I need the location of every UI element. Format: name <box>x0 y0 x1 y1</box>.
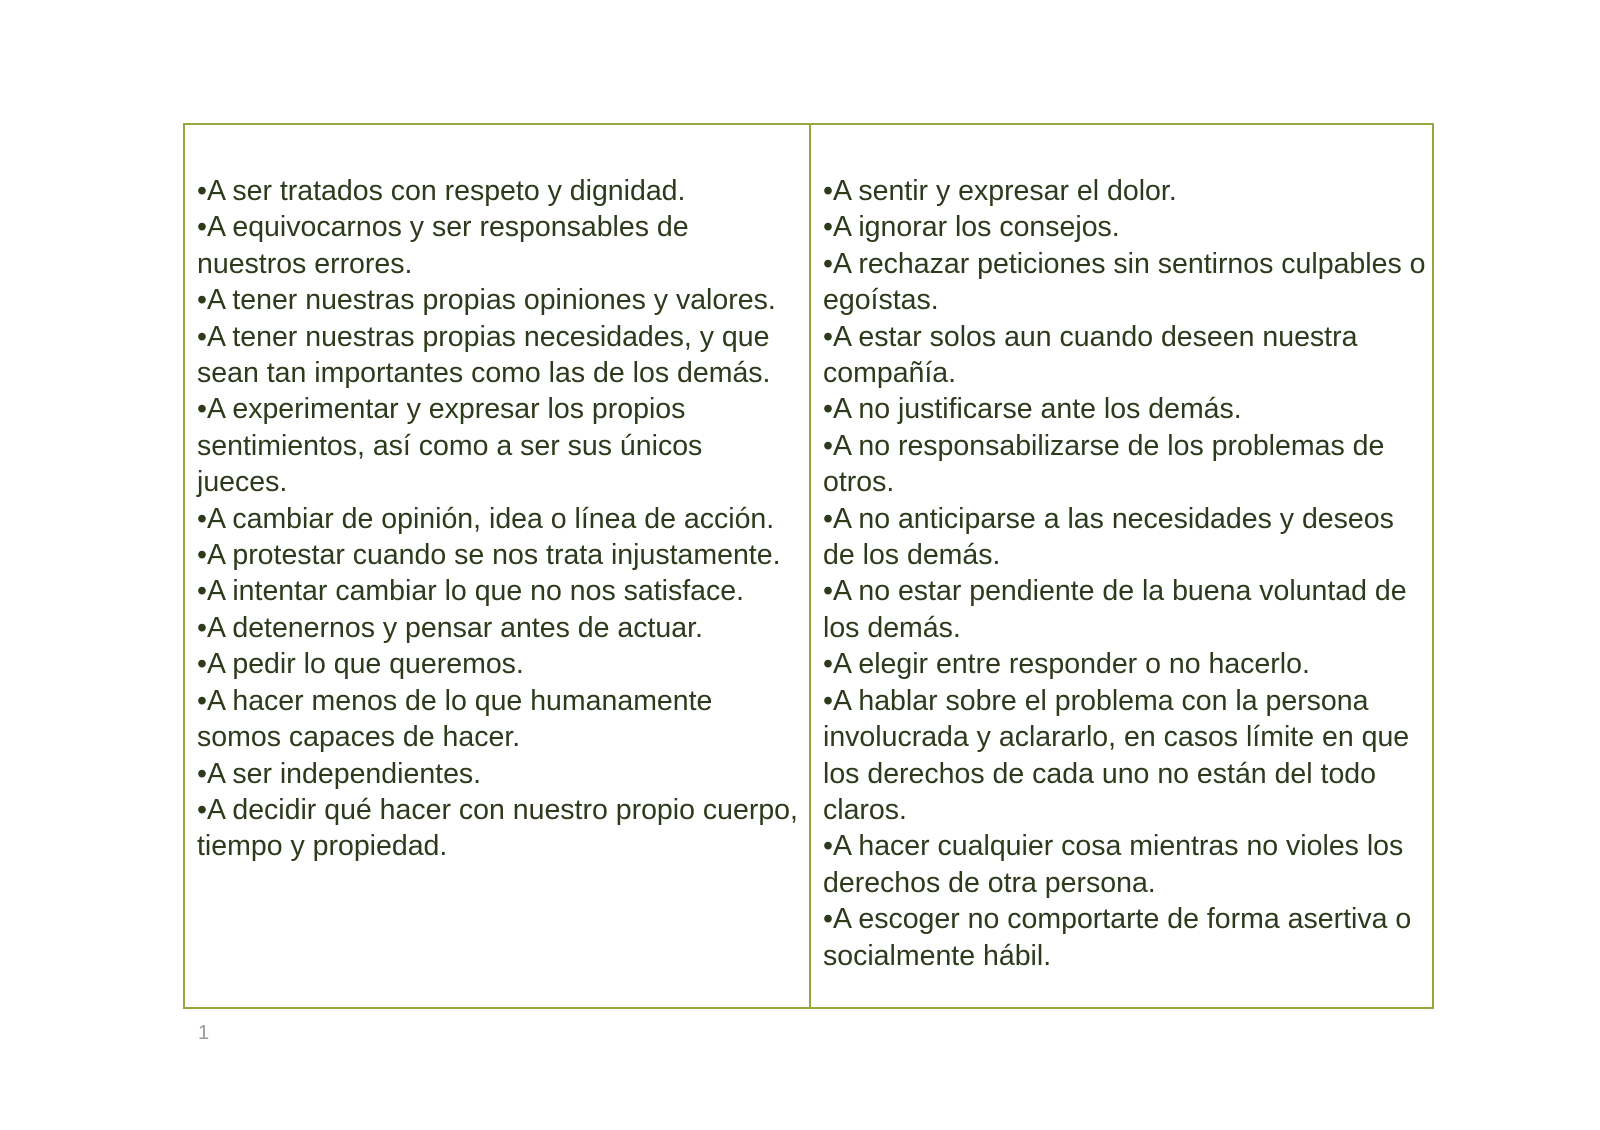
bullet-icon: • <box>823 175 833 207</box>
bullet-icon: • <box>823 320 833 353</box>
bullet-icon: • <box>197 757 207 790</box>
bullet-icon: • <box>823 575 833 608</box>
bullet-icon: • <box>823 247 833 280</box>
bullet-icon: • <box>197 648 207 681</box>
left-column <box>185 125 811 1007</box>
list-item: •A no estar pendiente de la buena voluntad de los demás. <box>823 575 1407 644</box>
bullet-icon: • <box>197 320 207 353</box>
bullet-icon: • <box>197 393 207 426</box>
bullet-icon: • <box>197 211 207 244</box>
list-item: •A escoger no comportarte de forma asertiva o socialmente hábil. <box>823 903 1412 972</box>
bullet-icon: • <box>823 684 833 717</box>
bullet-icon: • <box>197 502 207 535</box>
list-item: •A ignorar los consejos. <box>823 211 1120 244</box>
bullet-icon: • <box>823 648 833 681</box>
bullet-icon: • <box>197 611 207 644</box>
page-number: 1 <box>198 1022 210 1044</box>
list-item: •A equivocarnos y ser responsables de nuestros errores. <box>197 211 689 280</box>
list-item: •A no responsabilizarse de los problemas de otros. <box>823 429 1385 499</box>
rights-table <box>183 123 1434 1009</box>
list-item: •A pedir lo que queremos. <box>197 648 524 681</box>
list-item: •A decidir qué hacer con nuestro propio cuerpo, tiempo y propiedad. <box>197 793 798 863</box>
list-item: •A hacer cualquier cosa mientras no violes los derechos de otra persona. <box>823 830 1404 899</box>
list-item: •A estar solos aun cuando deseen nuestra compañía. <box>823 320 1358 390</box>
list-item: •A ser independientes. <box>197 757 482 790</box>
bullet-icon: • <box>197 793 207 826</box>
right-column <box>811 125 1432 1007</box>
bullet-icon: • <box>823 211 833 244</box>
bullet-icon: • <box>197 175 207 207</box>
right-rights-list <box>823 173 1426 974</box>
list-item: •A rechazar peticiones sin sentirnos culpables o egoístas. <box>823 247 1426 317</box>
bullet-icon: • <box>823 830 833 863</box>
list-item: •A ser tratados con respeto y dignidad. <box>197 175 686 207</box>
bullet-icon: • <box>823 903 833 936</box>
left-rights-list <box>197 173 799 865</box>
list-item: •A tener nuestras propias necesidades, y que sean tan importantes como las de los demás. <box>197 320 771 390</box>
bullet-icon: • <box>197 575 207 608</box>
bullet-icon: • <box>823 502 833 535</box>
list-item: •A tener nuestras propias opiniones y valores. <box>197 284 776 317</box>
bullet-icon: • <box>197 284 207 317</box>
bullet-icon: • <box>823 393 833 426</box>
list-item: •A intentar cambiar lo que no nos satisface. <box>197 575 745 608</box>
list-item: •A no justificarse ante los demás. <box>823 393 1242 426</box>
list-item: •A elegir entre responder o no hacerlo. <box>823 648 1310 681</box>
list-item: •A no anticiparse a las necesidades y deseos de los demás. <box>823 502 1394 572</box>
list-item: •A experimentar y expresar los propios sentimientos, así como a ser sus únicos jueces. <box>197 393 703 499</box>
list-item: •A sentir y expresar el dolor. <box>823 175 1177 207</box>
bullet-icon: • <box>197 684 207 717</box>
list-item: •A detenernos y pensar antes de actuar. <box>197 611 703 644</box>
list-item: •A hablar sobre el problema con la persona involucrada y aclararlo, en casos límite en que los derechos de cada uno no están del todo claros. <box>823 684 1410 826</box>
list-item: •A cambiar de opinión, idea o línea de acción. <box>197 502 775 535</box>
bullet-icon: • <box>197 539 207 572</box>
bullet-icon: • <box>823 429 833 462</box>
list-item: •A protestar cuando se nos trata injustamente. <box>197 539 781 572</box>
list-item: •A hacer menos de lo que humanamente somos capaces de hacer. <box>197 684 713 754</box>
